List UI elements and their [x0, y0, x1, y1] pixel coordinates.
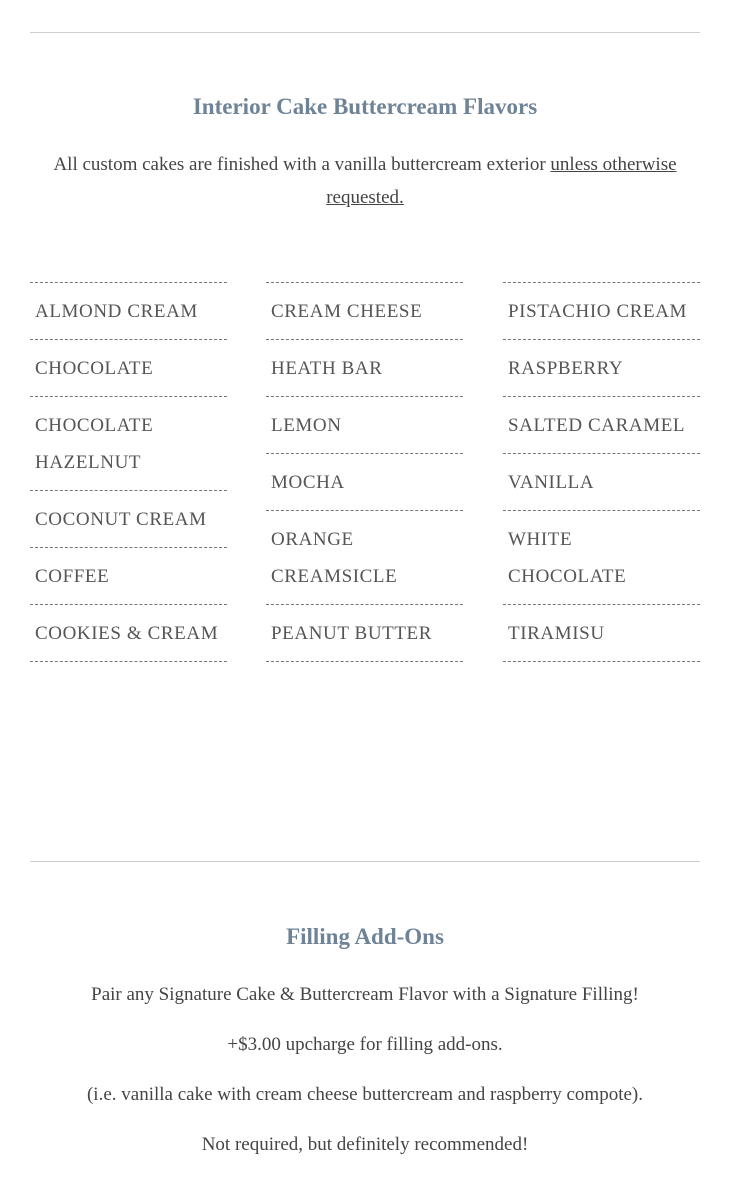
flavor-item: SALTED CARAMEL [503, 397, 700, 454]
flavor-column-3 [503, 282, 700, 662]
flavor-item: COFFEE [30, 548, 227, 605]
buttercream-section-title: Interior Cake Buttercream Flavors [192, 94, 538, 119]
flavor-item: RASPBERRY [503, 340, 700, 397]
flavor-item: TIRAMISU [503, 605, 700, 662]
top-divider [30, 32, 700, 33]
flavor-item: LEMON [266, 397, 463, 454]
flavor-column-2 [266, 282, 463, 662]
flavor-item: CREAM CHEESE [266, 283, 463, 340]
flavor-item: CHOCOLATE HAZELNUT [30, 397, 227, 491]
flavor-item: COCONUT CREAM [30, 491, 227, 548]
filling-recommendation-text: Not required, but definitely recommended! [201, 1134, 529, 1155]
filling-pairing-text: Pair any Signature Cake & Buttercream Flavor with a Signature Filling! [91, 984, 639, 1005]
flavor-item: WHITE CHOCOLATE [503, 511, 700, 605]
flavor-item: HEATH BAR [266, 340, 463, 397]
flavor-item: MOCHA [266, 454, 463, 511]
flavor-item: VANILLA [503, 454, 700, 511]
buttercream-intro-text: All custom cakes are finished with a vanilla buttercream exterior [53, 154, 551, 175]
flavor-item: PEANUT BUTTER [266, 605, 463, 662]
unless-otherwise-requested-link[interactable]: unless otherwise requested. [326, 154, 677, 208]
filling-example-text: (i.e. vanilla cake with cream cheese buttercream and raspberry compote). [86, 1084, 643, 1105]
flavor-item: ALMOND CREAM [30, 283, 227, 340]
flavor-column-1 [30, 282, 227, 662]
buttercream-intro [40, 148, 690, 214]
flavor-item: PISTACHIO CREAM [503, 283, 700, 340]
flavor-item: CHOCOLATE [30, 340, 227, 397]
flavor-item: COOKIES & CREAM [30, 605, 227, 662]
flavor-item: ORANGE CREAMSICLE [266, 511, 463, 605]
middle-divider [30, 861, 700, 862]
filling-section-title: Filling Add-Ons [286, 924, 444, 949]
filling-upcharge-text: +$3.00 upcharge for filling add-ons. [227, 1034, 503, 1055]
